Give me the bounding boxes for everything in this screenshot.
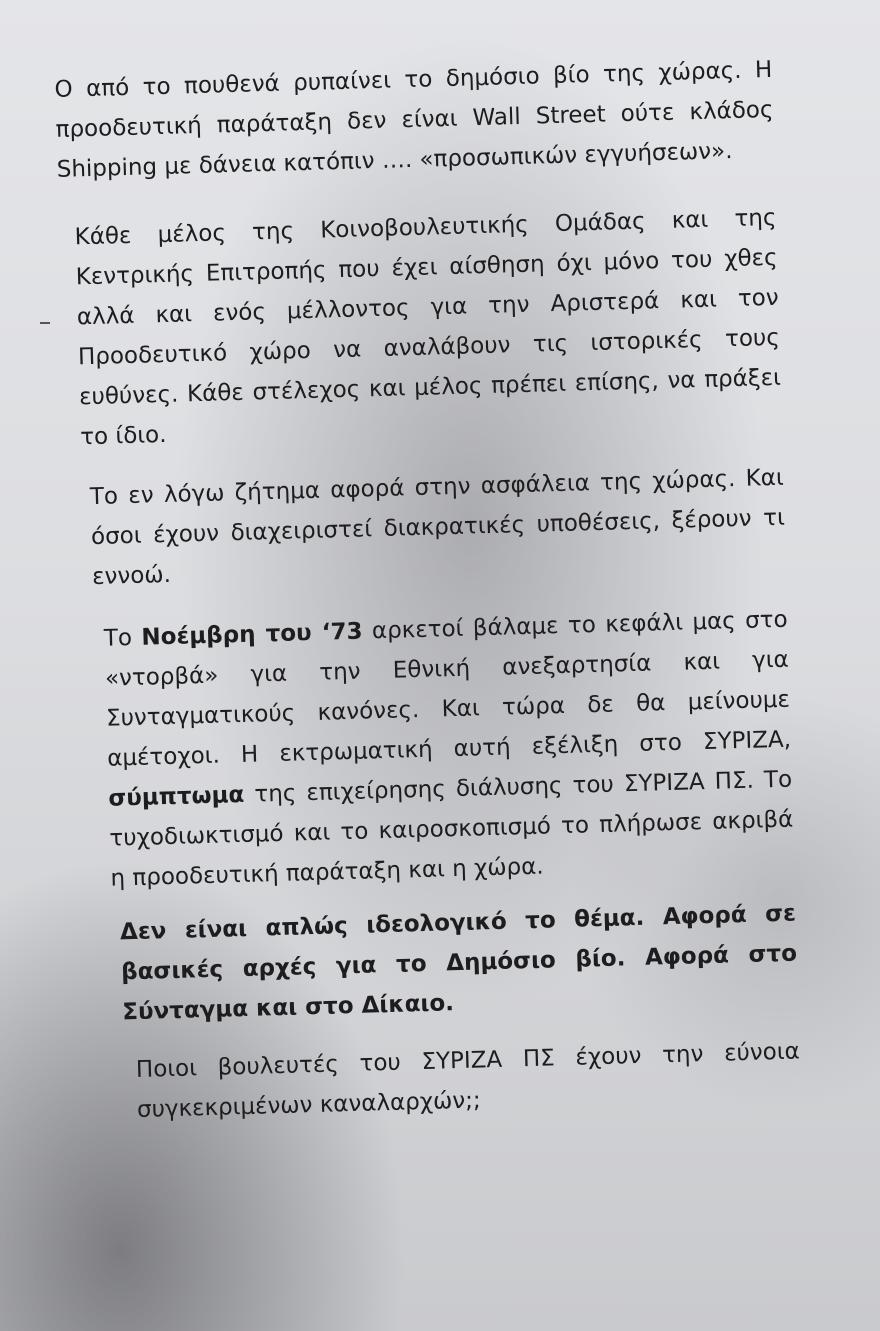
paragraph-3: [63, 458, 786, 598]
paragraph-3-text: Το εν λόγω ζήτημα αφορά στην ασφάλεια της χώρας. Και όσοι έχουν διαχειριστεί διακρατικές υποθέσεις, ξέρουν τι εννοώ.: [89, 464, 786, 591]
paragraph-6: [79, 1032, 801, 1132]
paragraph-1: [52, 50, 775, 190]
paragraph-2-text: Κάθε μέλος της Κοινοβουλευτικής Ομάδας και της Κεντρικής Επιτροπής που έχει αίσθηση όχι μόνο του χθες αλλά και ενός μέλλοντος για την Αριστερά και τον Προοδευτικό χώρο να αναλάβουν τις ιστορικές τους ευθύνες. Κάθε στέλεχος και μέλος πρέπει επίσης, να πράξει το ίδιο.: [74, 204, 782, 451]
paragraph-2: [56, 198, 782, 458]
paragraph-5-bold: [76, 894, 799, 1034]
paragraph-5-text: Δεν είναι απλώς ιδεολογικό το θέμα. Αφορά σε βασικές αρχές για το Δημόσιο βίο. Αφορά στο Σύνταγμα και στο Δίκαιο.: [119, 900, 798, 1026]
margin-mark: [40, 322, 50, 324]
paragraph-4-run-3: αρκετοί βάλαμε το κεφάλι μας στο «ντορβά» για την Εθνική ανεξαρτησία και για Συνταγματικούς κανόνες. Και τώρα δε θα μείνουμε αμέτοχοι. Η εκτρωματική αυτή εξέλιξη στο ΣΥΡΙΖΑ,: [104, 606, 792, 772]
paragraph-4-bold-date: Νοέμβρη του ‘73: [141, 618, 363, 651]
paragraph-6-text: Ποιοι βουλευτές του ΣΥΡΙΖΑ ΠΣ έχουν την εύνοια συγκεκριμένων καναλαρχών;;: [135, 1038, 801, 1124]
paragraph-4: [67, 600, 795, 900]
paragraph-4-run-5: της επιχείρησης διάλυσης του ΣΥΡΙΖΑ ΠΣ. Το τυχοδιωκτισμό και το καιροσκοπισμό το πλήρωσε ακριβά η προοδευτική παράταξη και η χώρα.: [109, 766, 794, 892]
paragraph-1-text: Ο από το πουθενά ρυπαίνει το δημόσιο βίο της χώρας. Η προοδευτική παράταξη δεν είναι Wall Street ούτε κλάδος Shipping με δάνεια κατόπιν …. «προσωπικών εγγυήσεων».: [54, 56, 774, 183]
paragraph-4-bold-symptom: σύμπτωμα: [108, 781, 245, 812]
paragraph-4-run-1: Το: [103, 624, 142, 652]
document-body: [52, 50, 802, 1154]
